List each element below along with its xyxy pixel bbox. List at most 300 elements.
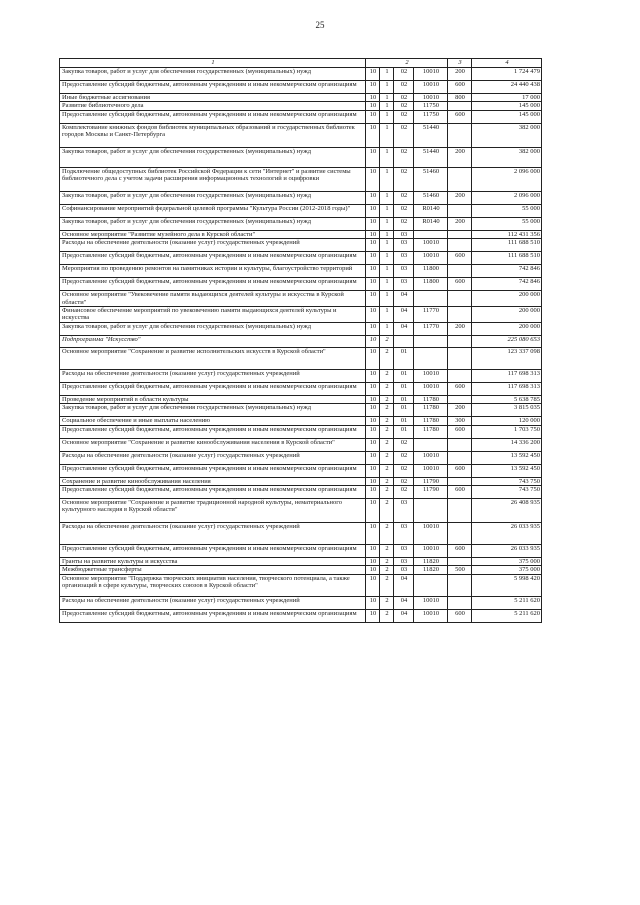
row-code-sub: 1 xyxy=(380,217,394,230)
row-code-event: 04 xyxy=(394,322,414,335)
row-code-direction: R0140 xyxy=(414,204,448,217)
row-code-main: 10 xyxy=(366,347,380,369)
row-code-event: 02 xyxy=(394,110,414,123)
row-amount: 3 815 035 xyxy=(472,404,542,417)
row-code-main: 10 xyxy=(366,566,380,574)
row-amount: 5 211 620 xyxy=(472,609,542,622)
row-code-direction: 10010 xyxy=(414,252,448,265)
row-expense-type xyxy=(448,395,472,403)
row-code-direction: 11750 xyxy=(414,102,448,110)
row-name: Основное мероприятие "Сохранение и развитие традиционной народной культуры, нематериального культурного наследия в Курской области" xyxy=(60,499,366,523)
row-name: Закупка товаров, работ и услуг для обеспечения государственных (муниципальных) нужд xyxy=(60,322,366,335)
row-code-main: 10 xyxy=(366,204,380,217)
table-row xyxy=(60,451,542,464)
row-amount: 1 724 479 xyxy=(472,68,542,81)
row-code-main: 10 xyxy=(366,545,380,558)
row-amount: 111 688 510 xyxy=(472,252,542,265)
row-expense-type: 600 xyxy=(448,278,472,291)
header-col-name: 1 xyxy=(60,59,366,68)
row-code-direction xyxy=(414,335,448,347)
row-code-direction xyxy=(414,230,448,238)
row-amount: 1 703 750 xyxy=(472,425,542,438)
row-code-sub: 1 xyxy=(380,102,394,110)
table-row xyxy=(60,94,542,102)
row-name: Закупка товаров, работ и услуг для обеспечения государственных (муниципальных) нужд xyxy=(60,191,366,204)
table-row xyxy=(60,417,542,425)
row-code-sub: 1 xyxy=(380,291,394,307)
row-name: Предоставление субсидий бюджетным, автономным учреждениям и иным некоммерческим организациям xyxy=(60,486,366,499)
row-code-direction: 10010 xyxy=(414,609,448,622)
row-name: Софинансирование мероприятий федеральной целевой программы "Культура России (2012-2018 годы)" xyxy=(60,204,366,217)
row-code-main: 10 xyxy=(366,596,380,609)
row-amount: 13 592 450 xyxy=(472,464,542,477)
row-code-main: 10 xyxy=(366,382,380,395)
row-code-event: 02 xyxy=(394,217,414,230)
row-code-direction: 10010 xyxy=(414,81,448,94)
row-code-event: 03 xyxy=(394,239,414,252)
row-expense-type xyxy=(448,558,472,566)
table-row xyxy=(60,545,542,558)
table-body xyxy=(60,68,542,623)
row-amount: 145 000 xyxy=(472,110,542,123)
row-code-sub: 1 xyxy=(380,191,394,204)
table-row xyxy=(60,425,542,438)
table-row xyxy=(60,123,542,147)
row-code-event: 04 xyxy=(394,574,414,596)
row-code-direction xyxy=(414,438,448,451)
table-row xyxy=(60,252,542,265)
row-code-direction: 10010 xyxy=(414,451,448,464)
row-expense-type: 200 xyxy=(448,68,472,81)
table-row xyxy=(60,558,542,566)
row-name: Основное мероприятие "Сохранение и развитие кинообслуживания населения в Курской области" xyxy=(60,438,366,451)
row-code-event: 02 xyxy=(394,68,414,81)
row-amount: 742 846 xyxy=(472,278,542,291)
row-code-direction: 10010 xyxy=(414,545,448,558)
row-code-sub: 2 xyxy=(380,523,394,545)
row-code-event: 02 xyxy=(394,123,414,147)
row-amount: 117 698 313 xyxy=(472,382,542,395)
table-row xyxy=(60,230,542,238)
row-expense-type: 600 xyxy=(448,609,472,622)
row-amount: 26 033 935 xyxy=(472,523,542,545)
row-code-event: 02 xyxy=(394,464,414,477)
row-code-main: 10 xyxy=(366,574,380,596)
row-code-sub: 1 xyxy=(380,68,394,81)
row-amount: 13 592 450 xyxy=(472,451,542,464)
row-amount: 145 000 xyxy=(472,102,542,110)
row-code-event: 02 xyxy=(394,438,414,451)
row-code-sub: 2 xyxy=(380,486,394,499)
row-expense-type xyxy=(448,239,472,252)
row-code-sub: 1 xyxy=(380,322,394,335)
row-name: Расходы на обеспечение деятельности (оказание услуг) государственных учреждений xyxy=(60,523,366,545)
row-code-main: 10 xyxy=(366,147,380,167)
row-code-main: 10 xyxy=(366,322,380,335)
row-code-direction: 11780 xyxy=(414,425,448,438)
row-code-event: 03 xyxy=(394,278,414,291)
row-code-event: 03 xyxy=(394,545,414,558)
row-code-sub: 2 xyxy=(380,417,394,425)
row-expense-type xyxy=(448,438,472,451)
row-code-sub: 2 xyxy=(380,545,394,558)
row-name: Финансовое обеспечение мероприятий по увековечению памяти выдающихся деятелей культуры и искусства xyxy=(60,307,366,323)
row-amount: 375 000 xyxy=(472,558,542,566)
row-code-direction xyxy=(414,347,448,369)
row-code-sub: 2 xyxy=(380,477,394,485)
row-code-event: 02 xyxy=(394,94,414,102)
row-code-event: 04 xyxy=(394,596,414,609)
row-code-sub: 1 xyxy=(380,81,394,94)
row-code-sub: 2 xyxy=(380,596,394,609)
row-code-sub: 1 xyxy=(380,110,394,123)
row-name: Основное мероприятие "Поддержка творческих инициатив населения, творческого потенциала, а также организаций в сфере культуры, творческих союзов в Курской области" xyxy=(60,574,366,596)
row-code-direction xyxy=(414,574,448,596)
row-name: Межбюджетные трансферты xyxy=(60,566,366,574)
row-code-event: 04 xyxy=(394,291,414,307)
table-row xyxy=(60,486,542,499)
row-code-direction: 10010 xyxy=(414,464,448,477)
table-row xyxy=(60,477,542,485)
row-code-direction: 11750 xyxy=(414,110,448,123)
row-code-direction: 51440 xyxy=(414,147,448,167)
table-row xyxy=(60,322,542,335)
row-code-sub: 2 xyxy=(380,566,394,574)
row-expense-type: 200 xyxy=(448,217,472,230)
table-row xyxy=(60,191,542,204)
row-code-event: 02 xyxy=(394,167,414,191)
row-code-event: 03 xyxy=(394,566,414,574)
row-code-sub: 1 xyxy=(380,123,394,147)
row-name: Закупка товаров, работ и услуг для обеспечения государственных (муниципальных) нужд xyxy=(60,217,366,230)
table-row xyxy=(60,265,542,278)
row-expense-type xyxy=(448,451,472,464)
row-code-sub: 2 xyxy=(380,347,394,369)
table-row xyxy=(60,438,542,451)
row-name: Комплектование книжных фондов библиотек муниципальных образований и государственных библиотек городов Москвы и Санкт-Петербурга xyxy=(60,123,366,147)
row-amount: 200 000 xyxy=(472,291,542,307)
row-code-direction: 11770 xyxy=(414,322,448,335)
row-amount: 382 000 xyxy=(472,123,542,147)
row-name: Закупка товаров, работ и услуг для обеспечения государственных (муниципальных) нужд xyxy=(60,404,366,417)
row-name: Гранты на развитие культуры и искусства xyxy=(60,558,366,566)
row-expense-type: 200 xyxy=(448,191,472,204)
row-code-event: 03 xyxy=(394,499,414,523)
row-name: Мероприятия по проведению ремонтов на памятниках истории и культуры, благоустройство территорий xyxy=(60,265,366,278)
table-row xyxy=(60,278,542,291)
row-name: Предоставление субсидий бюджетным, автономным учреждениям и иным некоммерческим организациям xyxy=(60,425,366,438)
row-name: Предоставление субсидий бюджетным, автономным учреждениям и иным некоммерческим организациям xyxy=(60,609,366,622)
row-code-sub: 2 xyxy=(380,499,394,523)
row-code-event: 02 xyxy=(394,204,414,217)
table-row xyxy=(60,239,542,252)
row-code-main: 10 xyxy=(366,291,380,307)
row-amount: 382 000 xyxy=(472,147,542,167)
row-code-event: 02 xyxy=(394,81,414,94)
row-amount: 111 688 510 xyxy=(472,239,542,252)
row-name: Предоставление субсидий бюджетным, автономным учреждениям и иным некоммерческим организациям xyxy=(60,382,366,395)
row-code-direction: 11780 xyxy=(414,404,448,417)
row-code-main: 10 xyxy=(366,477,380,485)
row-amount: 123 337 098 xyxy=(472,347,542,369)
row-code-main: 10 xyxy=(366,464,380,477)
row-name: Расходы на обеспечение деятельности (оказание услуг) государственных учреждений xyxy=(60,239,366,252)
row-amount: 743 750 xyxy=(472,477,542,485)
row-expense-type: 600 xyxy=(448,464,472,477)
row-code-event: 02 xyxy=(394,451,414,464)
row-code-sub: 2 xyxy=(380,451,394,464)
table-row xyxy=(60,404,542,417)
row-code-event: 04 xyxy=(394,609,414,622)
row-code-sub: 1 xyxy=(380,147,394,167)
table-row xyxy=(60,566,542,574)
row-name: Развитие библиотечного дела xyxy=(60,102,366,110)
row-code-event: 03 xyxy=(394,558,414,566)
row-code-main: 10 xyxy=(366,558,380,566)
row-code-sub: 1 xyxy=(380,204,394,217)
row-code-event: 03 xyxy=(394,265,414,278)
row-code-direction: 11820 xyxy=(414,558,448,566)
table-row xyxy=(60,335,542,347)
row-name: Предоставление субсидий бюджетным, автономным учреждениям и иным некоммерческим организациям xyxy=(60,252,366,265)
row-code-main: 10 xyxy=(366,252,380,265)
table-row xyxy=(60,291,542,307)
row-name: Иные бюджетные ассигнования xyxy=(60,94,366,102)
header-col-amount: 4 xyxy=(472,59,542,68)
row-code-direction: 10010 xyxy=(414,94,448,102)
row-amount: 375 000 xyxy=(472,566,542,574)
row-expense-type xyxy=(448,523,472,545)
row-amount: 225 080 653 xyxy=(472,335,542,347)
row-expense-type xyxy=(448,230,472,238)
row-expense-type: 600 xyxy=(448,545,472,558)
row-code-main: 10 xyxy=(366,523,380,545)
row-code-sub: 1 xyxy=(380,94,394,102)
row-expense-type xyxy=(448,335,472,347)
table-row xyxy=(60,499,542,523)
row-name: Расходы на обеспечение деятельности (оказание услуг) государственных учреждений xyxy=(60,369,366,382)
row-amount: 2 096 000 xyxy=(472,191,542,204)
row-name: Сохранение и развитие кинообслуживания населения xyxy=(60,477,366,485)
table-row xyxy=(60,523,542,545)
row-expense-type: 600 xyxy=(448,81,472,94)
row-code-main: 10 xyxy=(366,278,380,291)
row-code-main: 10 xyxy=(366,230,380,238)
row-name: Закупка товаров, работ и услуг для обеспечения государственных (муниципальных) нужд xyxy=(60,147,366,167)
table-row xyxy=(60,609,542,622)
row-expense-type xyxy=(448,307,472,323)
row-expense-type: 300 xyxy=(448,417,472,425)
row-expense-type xyxy=(448,347,472,369)
row-code-main: 10 xyxy=(366,94,380,102)
row-code-event: 01 xyxy=(394,395,414,403)
row-code-main: 10 xyxy=(366,307,380,323)
row-name: Проведение мероприятий в области культуры xyxy=(60,395,366,403)
row-code-sub: 1 xyxy=(380,307,394,323)
row-code-main: 10 xyxy=(366,404,380,417)
table-row xyxy=(60,217,542,230)
row-name: Предоставление субсидий бюджетным, автономным учреждениям и иным некоммерческим организациям xyxy=(60,545,366,558)
row-code-main: 10 xyxy=(366,335,380,347)
row-name: Предоставление субсидий бюджетным, автономным учреждениям и иным некоммерческим организациям xyxy=(60,464,366,477)
row-name: Предоставление субсидий бюджетным, автономным учреждениям и иным некоммерческим организациям xyxy=(60,81,366,94)
table-row xyxy=(60,110,542,123)
row-code-sub: 2 xyxy=(380,438,394,451)
table-row xyxy=(60,464,542,477)
row-code-main: 10 xyxy=(366,499,380,523)
row-code-main: 10 xyxy=(366,68,380,81)
row-expense-type xyxy=(448,596,472,609)
table-row xyxy=(60,574,542,596)
row-expense-type xyxy=(448,369,472,382)
row-code-sub: 1 xyxy=(380,239,394,252)
row-code-sub: 2 xyxy=(380,609,394,622)
row-name: Подключение общедоступных библиотек Российской Федерации к сети "Интернет" и развитие системы библиотечного дела с учетом задачи расширения информационных технологий и оцифровки xyxy=(60,167,366,191)
row-code-sub: 2 xyxy=(380,335,394,347)
header-col-codes: 2 xyxy=(366,59,448,68)
row-code-event: 01 xyxy=(394,369,414,382)
row-code-main: 10 xyxy=(366,239,380,252)
row-code-main: 10 xyxy=(366,486,380,499)
row-code-sub: 2 xyxy=(380,464,394,477)
row-code-main: 10 xyxy=(366,191,380,204)
row-amount: 17 000 xyxy=(472,94,542,102)
row-name: Расходы на обеспечение деятельности (оказание услуг) государственных учреждений xyxy=(60,451,366,464)
row-code-direction: 10010 xyxy=(414,382,448,395)
row-amount: 2 096 000 xyxy=(472,167,542,191)
row-code-direction: 11790 xyxy=(414,486,448,499)
row-code-event: 01 xyxy=(394,425,414,438)
page-number: 25 xyxy=(315,20,325,30)
row-name: Предоставление субсидий бюджетным, автономным учреждениям и иным некоммерческим организациям xyxy=(60,110,366,123)
row-name: Основное мероприятие "Увековечение памяти выдающихся деятелей культуры и искусства в Курской области" xyxy=(60,291,366,307)
row-code-sub: 1 xyxy=(380,252,394,265)
row-code-sub: 2 xyxy=(380,558,394,566)
row-code-event: 03 xyxy=(394,230,414,238)
row-expense-type xyxy=(448,574,472,596)
row-name: Социальное обеспечение и иные выплаты населению xyxy=(60,417,366,425)
row-code-main: 10 xyxy=(366,110,380,123)
table-row xyxy=(60,204,542,217)
row-name: Расходы на обеспечение деятельности (оказание услуг) государственных учреждений xyxy=(60,596,366,609)
row-expense-type: 600 xyxy=(448,425,472,438)
row-code-main: 10 xyxy=(366,425,380,438)
row-code-main: 10 xyxy=(366,438,380,451)
row-code-main: 10 xyxy=(366,609,380,622)
row-code-sub: 1 xyxy=(380,167,394,191)
row-expense-type xyxy=(448,291,472,307)
row-code-direction: 11800 xyxy=(414,265,448,278)
row-amount: 26 408 935 xyxy=(472,499,542,523)
row-code-event: 02 xyxy=(394,477,414,485)
row-code-main: 10 xyxy=(366,451,380,464)
row-expense-type: 600 xyxy=(448,486,472,499)
row-code-event: 02 xyxy=(394,147,414,167)
row-amount: 200 000 xyxy=(472,307,542,323)
row-code-direction: 10010 xyxy=(414,523,448,545)
table-header-row xyxy=(60,59,542,68)
row-code-direction: 10010 xyxy=(414,68,448,81)
header-col-type: 3 xyxy=(448,59,472,68)
row-code-sub: 2 xyxy=(380,425,394,438)
row-code-main: 10 xyxy=(366,123,380,147)
row-code-event: 03 xyxy=(394,523,414,545)
row-code-sub: 1 xyxy=(380,278,394,291)
row-code-event: 01 xyxy=(394,404,414,417)
row-amount: 120 000 xyxy=(472,417,542,425)
row-code-event: 02 xyxy=(394,486,414,499)
row-code-direction: 51440 xyxy=(414,123,448,147)
row-name: Основное мероприятие "Сохранение и развитие исполнительских искусств в Курской области" xyxy=(60,347,366,369)
table-row xyxy=(60,102,542,110)
row-code-direction: 10010 xyxy=(414,596,448,609)
row-code-main: 10 xyxy=(366,102,380,110)
row-expense-type: 600 xyxy=(448,252,472,265)
row-code-direction: R0140 xyxy=(414,217,448,230)
row-amount: 112 431 356 xyxy=(472,230,542,238)
row-expense-type xyxy=(448,167,472,191)
row-expense-type xyxy=(448,477,472,485)
row-code-event: 01 xyxy=(394,417,414,425)
row-code-direction: 11820 xyxy=(414,566,448,574)
row-code-sub: 1 xyxy=(380,265,394,278)
row-code-main: 10 xyxy=(366,369,380,382)
table-row xyxy=(60,68,542,81)
row-expense-type xyxy=(448,204,472,217)
row-code-main: 10 xyxy=(366,217,380,230)
table-row xyxy=(60,307,542,323)
row-amount: 742 846 xyxy=(472,265,542,278)
row-code-direction: 11780 xyxy=(414,417,448,425)
table-row xyxy=(60,81,542,94)
row-code-direction xyxy=(414,499,448,523)
row-expense-type: 800 xyxy=(448,94,472,102)
table-row xyxy=(60,147,542,167)
row-amount: 26 033 935 xyxy=(472,545,542,558)
row-expense-type xyxy=(448,123,472,147)
row-code-main: 10 xyxy=(366,265,380,278)
row-name: Подпрограмма "Искусство" xyxy=(60,335,366,347)
row-amount: 5 638 785 xyxy=(472,395,542,403)
row-code-main: 10 xyxy=(366,167,380,191)
row-amount: 117 698 313 xyxy=(472,369,542,382)
row-expense-type: 500 xyxy=(448,566,472,574)
row-code-direction xyxy=(414,291,448,307)
row-expense-type: 200 xyxy=(448,322,472,335)
row-expense-type xyxy=(448,102,472,110)
row-code-main: 10 xyxy=(366,417,380,425)
table-row xyxy=(60,395,542,403)
row-code-sub: 2 xyxy=(380,382,394,395)
row-expense-type xyxy=(448,499,472,523)
row-amount: 5 998 420 xyxy=(472,574,542,596)
row-code-direction: 11790 xyxy=(414,477,448,485)
row-code-event: 02 xyxy=(394,191,414,204)
row-name: Закупка товаров, работ и услуг для обеспечения государственных (муниципальных) нужд xyxy=(60,68,366,81)
row-code-sub: 2 xyxy=(380,369,394,382)
table-row xyxy=(60,347,542,369)
row-amount: 55 000 xyxy=(472,204,542,217)
row-code-direction: 51460 xyxy=(414,167,448,191)
row-code-direction: 10010 xyxy=(414,239,448,252)
row-code-direction: 11780 xyxy=(414,395,448,403)
row-code-direction: 51460 xyxy=(414,191,448,204)
row-expense-type: 200 xyxy=(448,404,472,417)
table-row xyxy=(60,167,542,191)
row-expense-type: 600 xyxy=(448,110,472,123)
row-expense-type xyxy=(448,265,472,278)
row-code-event: 01 xyxy=(394,382,414,395)
